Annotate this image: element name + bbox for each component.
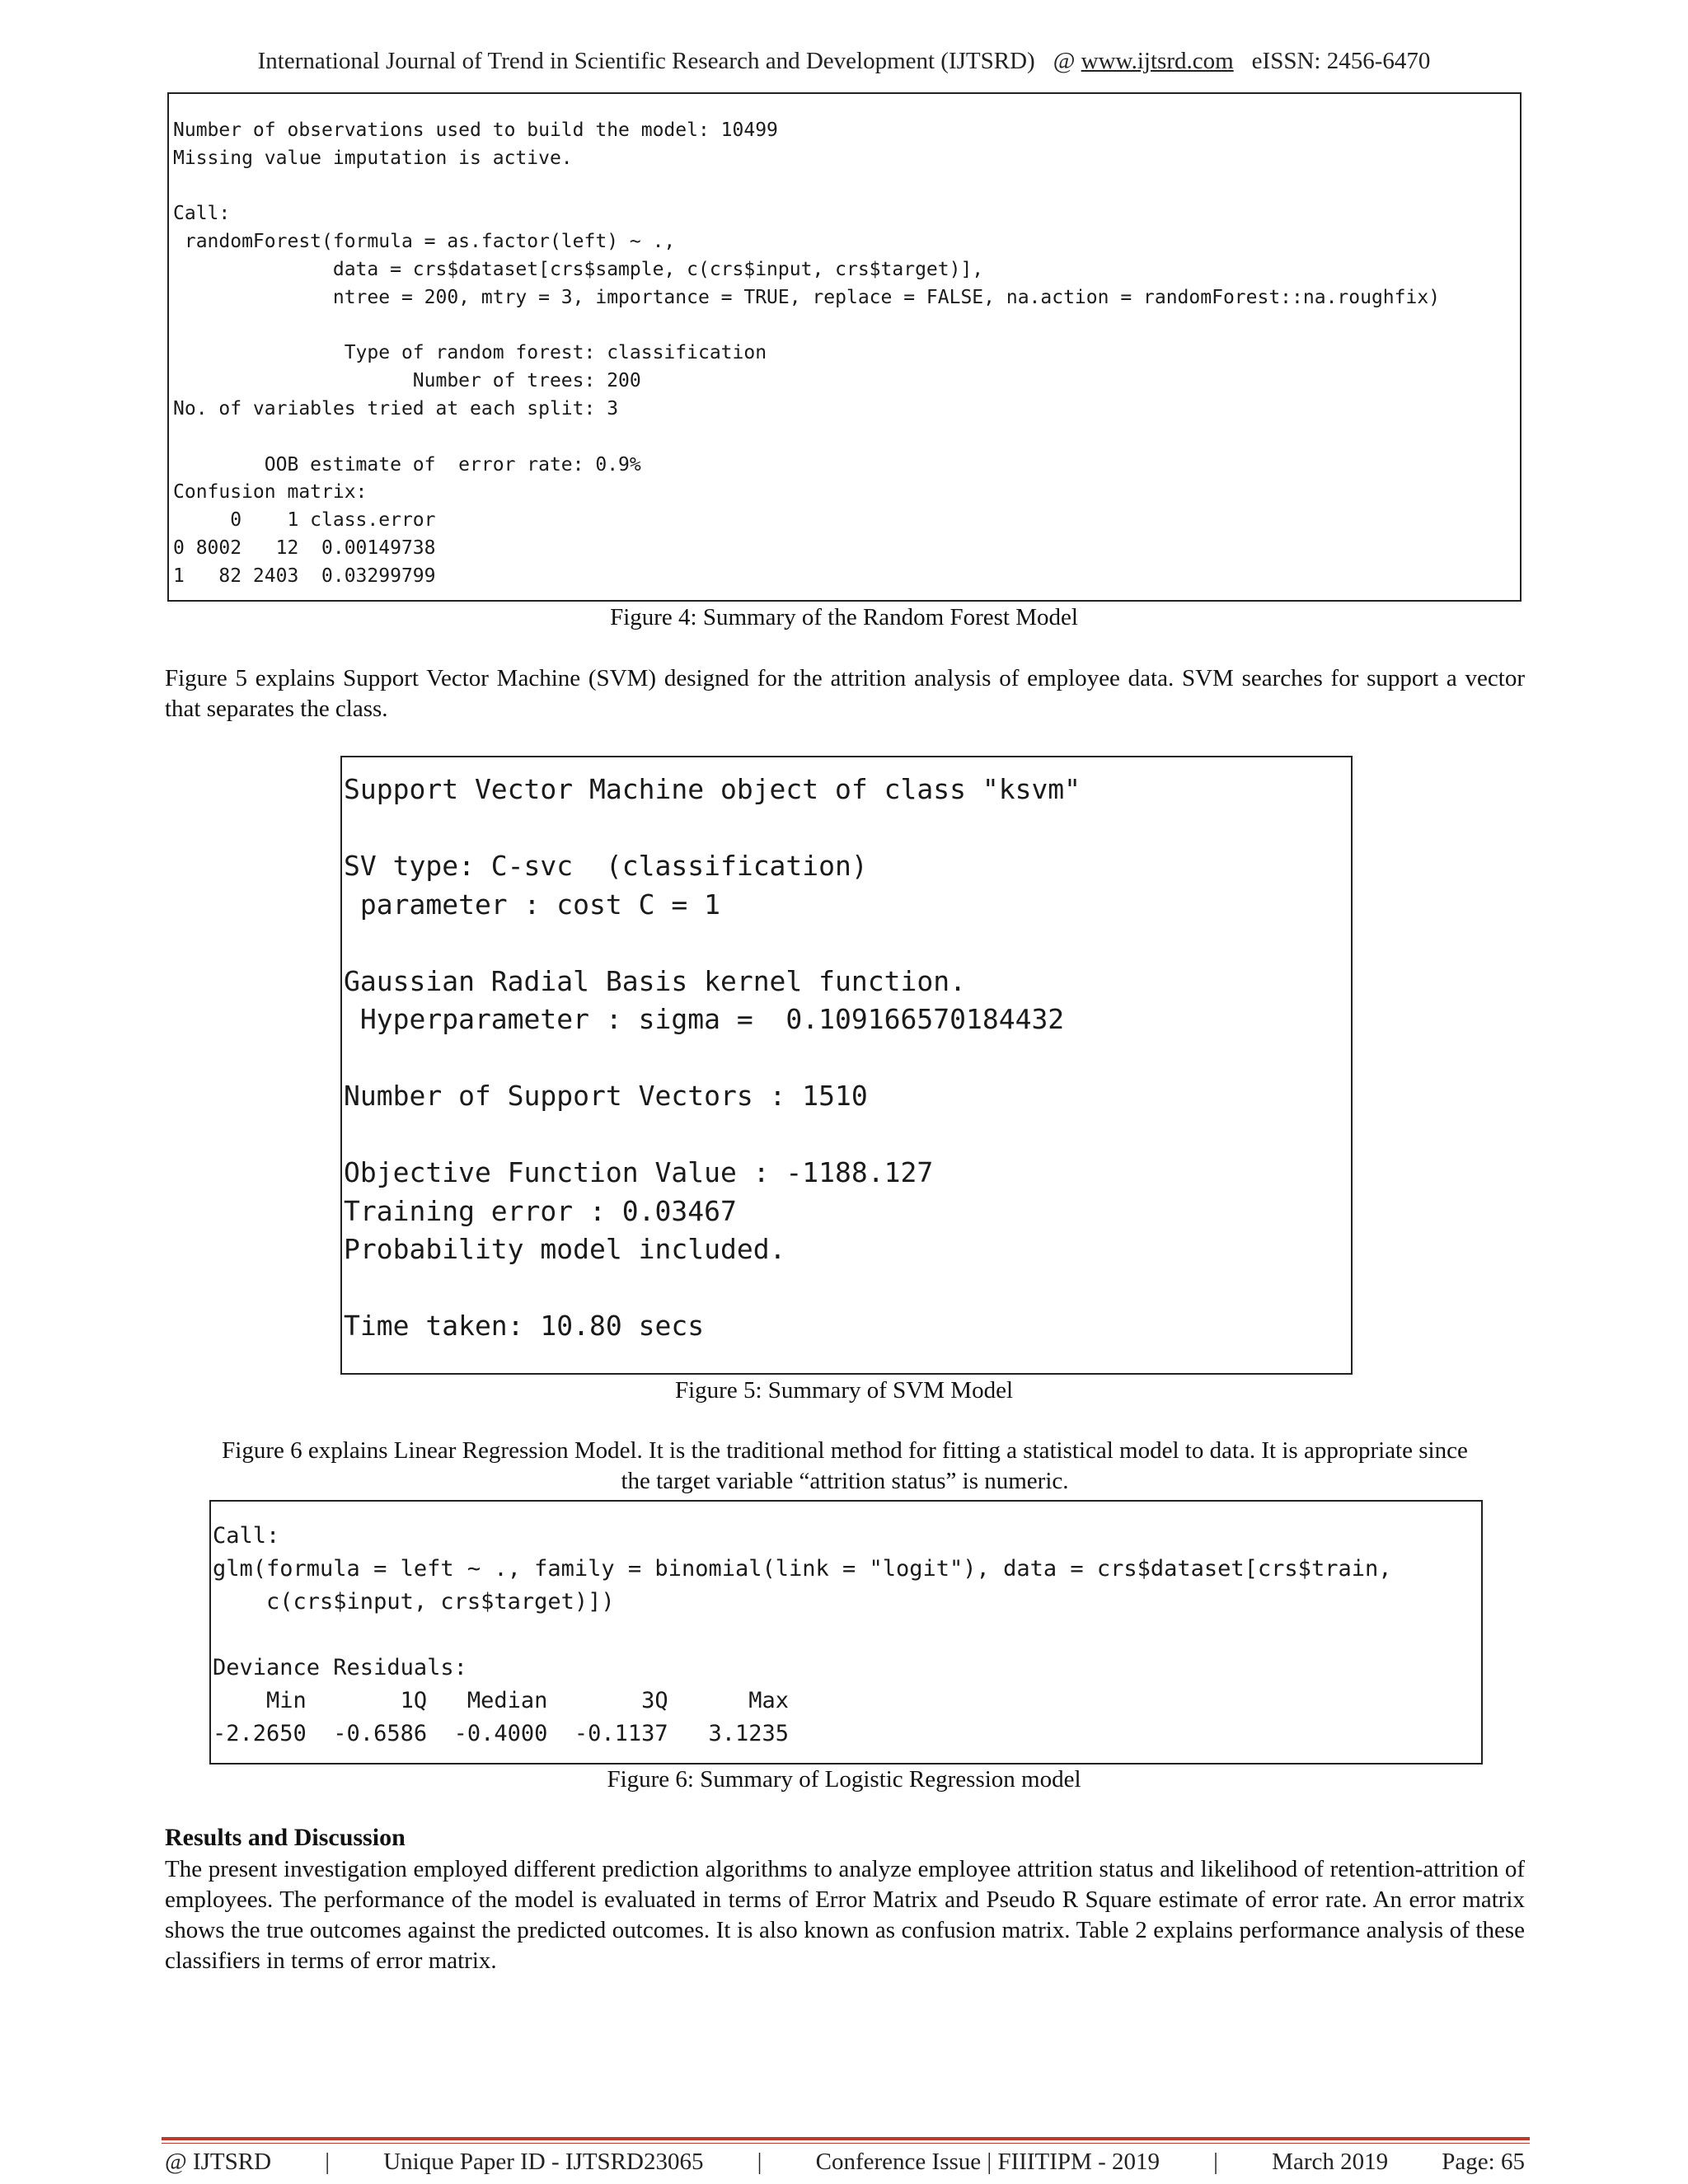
code-line: ntree = 200, mtry = 3, importance = TRUE, replace = FALSE, na.action = randomForest::na.roughfix) xyxy=(173,286,1441,308)
at-symbol: @ xyxy=(1053,48,1076,74)
issn: eISSN: 2456-6470 xyxy=(1251,48,1431,74)
footer-rule-thin xyxy=(162,2143,1530,2144)
code-line xyxy=(173,312,1520,340)
code-line: randomForest(formula = as.factor(left) ~ ., xyxy=(173,231,676,253)
results-paragraph: The present investigation employed different prediction algorithms to analyze employee attrition status and likelihood of retention-attrition of employees. The performance of the model is evaluated in terms of Error Matrix and Pseudo R Square estimate of error rate. An error matrix shows the true outcomes against the predicted outcomes. It is also known as confusion matrix. Table 2 explains performance analysis of these classifiers in terms of error matrix. xyxy=(165,1856,1525,1974)
footer-date: March 2019 xyxy=(1272,2149,1389,2175)
code-line: Gaussian Radial Basis kernel function. xyxy=(344,964,966,997)
code-line xyxy=(213,1619,1481,1652)
figure6-code-output xyxy=(209,1500,1483,1765)
code-line: parameter : cost C = 1 xyxy=(344,888,720,921)
code-line: Number of observations used to build the model: 10499 xyxy=(173,120,778,141)
figure5-code-output xyxy=(340,756,1353,1375)
code-line: OOB estimate of error rate: 0.9% xyxy=(173,453,641,476)
footer-issue: Conference Issue | FIIITIPM - 2019 xyxy=(815,2149,1160,2175)
code-line: Call: xyxy=(213,1523,280,1549)
code-line: SV type: C-svc (classification) xyxy=(344,850,868,882)
code-line: Objective Function Value : -1188.127 xyxy=(344,1156,934,1188)
journal-name: International Journal of Trend in Scientific Research and Development (IJTSRD) xyxy=(257,48,1035,74)
results-heading: Results and Discussion xyxy=(165,1824,406,1851)
footer-page: Page: 65 xyxy=(1442,2149,1525,2175)
code-line: 1 82 2403 0.03299799 xyxy=(173,565,436,587)
code-line: data = crs$dataset[crs$sample, c(crs$input, crs$target)], xyxy=(173,258,984,280)
code-line: Min 1Q Median 3Q Max xyxy=(213,1688,789,1713)
code-line xyxy=(173,424,1520,452)
code-line: Confusion matrix: xyxy=(173,481,368,504)
footer-org: @ IJTSRD xyxy=(165,2149,272,2175)
code-line: -2.2650 -0.6586 -0.4000 -0.1137 3.1235 xyxy=(213,1721,789,1746)
code-line: Call: xyxy=(173,203,231,225)
code-line: Hyperparameter : sigma = 0.109166570184432 xyxy=(344,1003,1065,1035)
code-line: Number of Support Vectors : 1510 xyxy=(344,1080,868,1112)
code-line: Deviance Residuals: xyxy=(213,1655,467,1680)
code-line xyxy=(344,1269,1351,1308)
code-line: Time taken: 10.80 secs xyxy=(344,1310,705,1342)
page-footer xyxy=(165,2149,1525,2176)
code-line xyxy=(344,1039,1351,1078)
running-header xyxy=(0,48,1688,75)
paragraph-regression-intro: Figure 6 explains Linear Regression Model. It is the traditional method for fitting a statistical model to data. It is appropriate since the target variable “attrition status” is numeric. xyxy=(222,1437,1468,1494)
footer-paper-id: Unique Paper ID - IJTSRD23065 xyxy=(383,2149,704,2175)
figure4-code-output xyxy=(167,92,1522,602)
code-line: Probability model included. xyxy=(344,1233,786,1265)
paragraph-svm-intro: Figure 5 explains Support Vector Machine (SVM) designed for the attrition analysis of employee data. SVM searches for support a vector that separates the class. xyxy=(165,665,1525,722)
figure5-caption: Figure 5: Summary of SVM Model xyxy=(674,1377,1014,1404)
footer-separator: | xyxy=(325,2149,331,2175)
footer-separator: | xyxy=(1213,2149,1218,2175)
figure4-caption: Figure 4: Summary of the Random Forest Model xyxy=(610,604,1078,630)
code-line xyxy=(344,809,1351,848)
journal-url-link[interactable]: www.ijtsrd.com xyxy=(1081,48,1234,74)
code-line: 0 8002 12 0.00149738 xyxy=(173,537,436,559)
code-line xyxy=(173,173,1520,201)
code-line: Type of random forest: classification xyxy=(173,342,767,364)
code-line: 0 1 class.error xyxy=(173,509,436,532)
code-line: c(crs$input, crs$target)]) xyxy=(213,1589,615,1615)
code-line xyxy=(344,1116,1351,1155)
code-line: Training error : 0.03467 xyxy=(344,1194,737,1227)
code-line: Number of trees: 200 xyxy=(173,370,641,392)
footer-separator: | xyxy=(757,2149,762,2175)
code-line: No. of variables tried at each split: 3 xyxy=(173,397,619,419)
code-line: glm(formula = left ~ ., family = binomial(link = "logit"), data = crs$dataset[crs$train, xyxy=(213,1556,1392,1582)
figure6-caption: Figure 6: Summary of Logistic Regression model xyxy=(607,1766,1081,1793)
footer-rule-thick xyxy=(162,2137,1530,2140)
code-line: Support Vector Machine object of class "ksvm" xyxy=(344,773,1081,805)
code-line: Missing value imputation is active. xyxy=(173,147,573,169)
code-line xyxy=(344,924,1351,963)
